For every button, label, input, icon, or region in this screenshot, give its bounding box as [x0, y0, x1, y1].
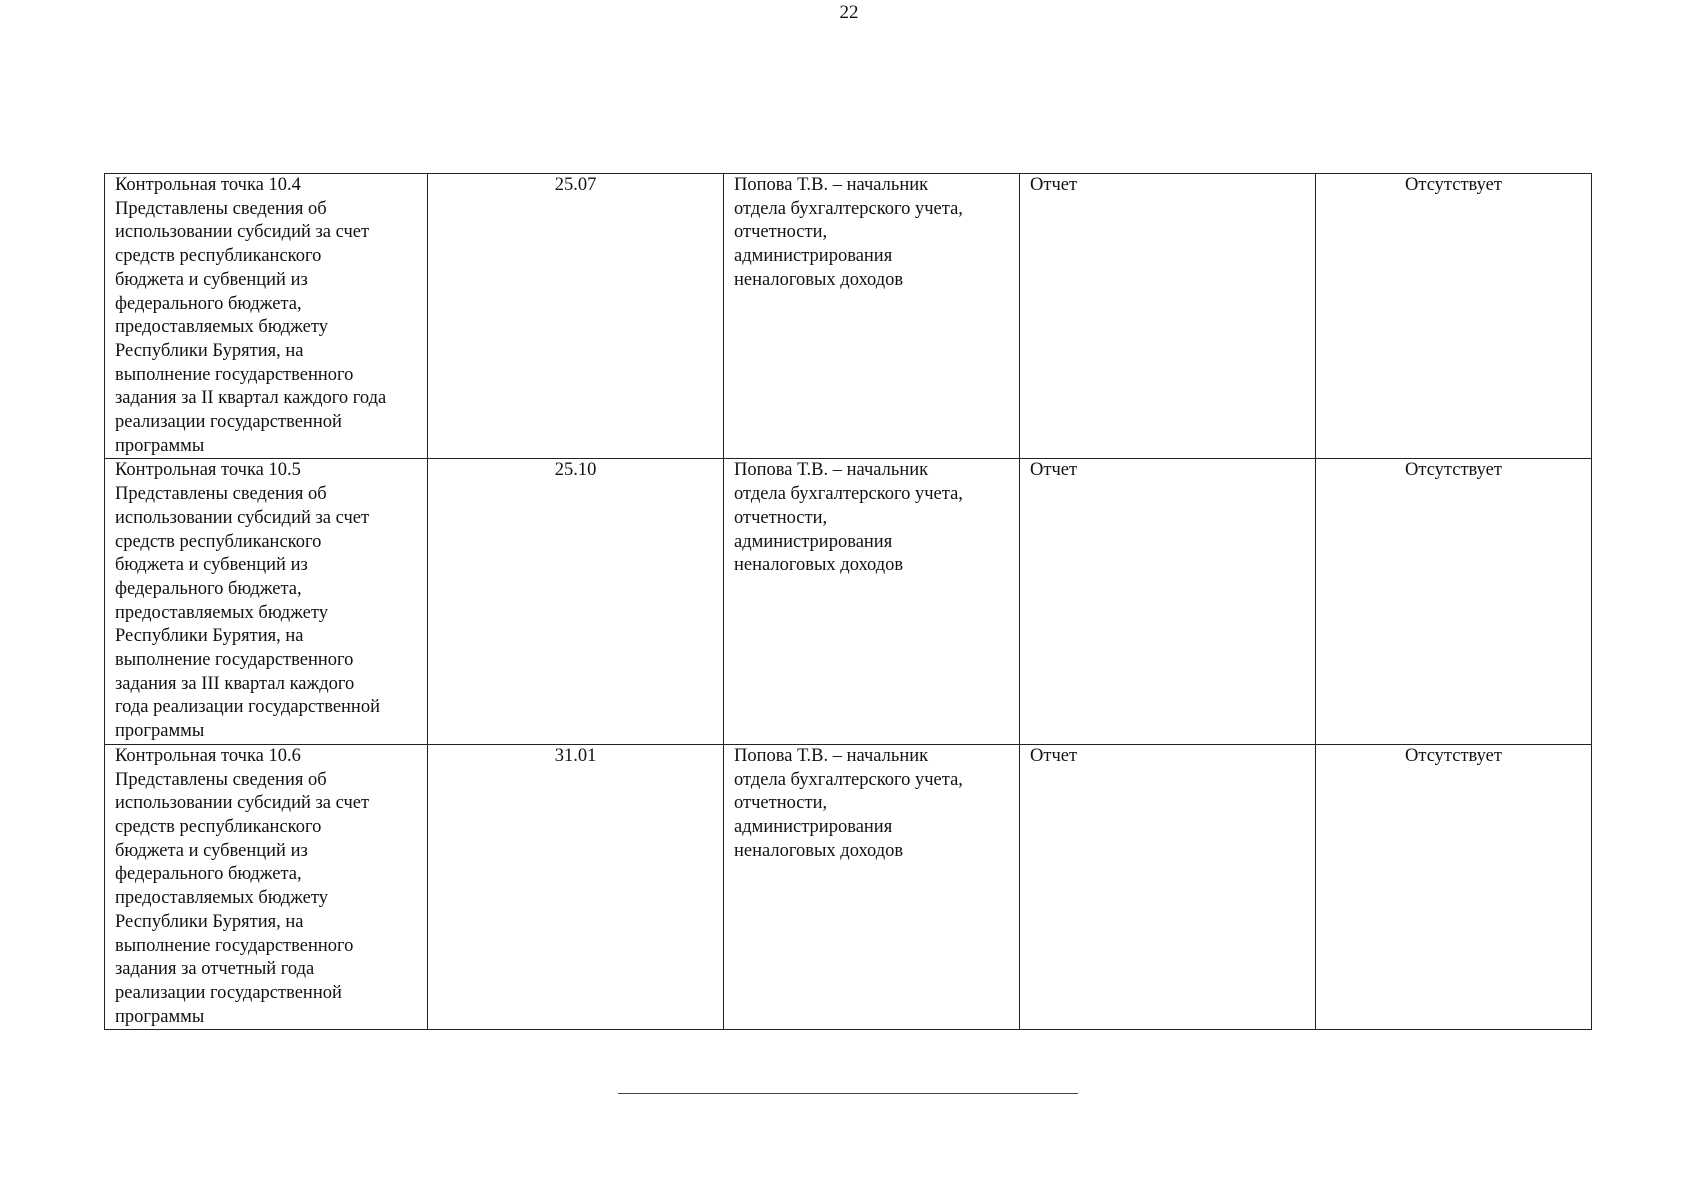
page-number: 22: [839, 2, 859, 23]
status-note: Отсутствует: [1316, 459, 1592, 744]
status-note: Отсутствует: [1316, 174, 1592, 459]
end-separator-line: [618, 1093, 1078, 1094]
responsible-person: Попова Т.В. – начальник отдела бухгалтерского учета, отчетности, администрирования неналоговых доходов: [724, 744, 1020, 1029]
table-row: [105, 744, 1592, 1029]
status-note: Отсутствует: [1316, 744, 1592, 1029]
table-row: [105, 459, 1592, 744]
control-point-description: Контрольная точка 10.4 Представлены сведения об использовании субсидий за счет средств республиканского бюджета и субвенций из федерального бюджета, предоставляемых бюджету Республики Бурятия, на выполнение государственного задания за II квартал каждого года реализации государственной программы: [105, 174, 428, 459]
control-points-table: [104, 173, 1592, 1030]
deadline-date: 31.01: [428, 744, 724, 1029]
result-document: Отчет: [1020, 459, 1316, 744]
result-document: Отчет: [1020, 744, 1316, 1029]
deadline-date: 25.07: [428, 174, 724, 459]
control-point-description: Контрольная точка 10.5 Представлены сведения об использовании субсидий за счет средств республиканского бюджета и субвенций из федерального бюджета, предоставляемых бюджету Республики Бурятия, на выполнение государственного задания за III квартал каждого года реализации государственной программы: [105, 459, 428, 744]
deadline-date: 25.10: [428, 459, 724, 744]
control-point-description: Контрольная точка 10.6 Представлены сведения об использовании субсидий за счет средств республиканского бюджета и субвенций из федерального бюджета, предоставляемых бюджету Республики Бурятия, на выполнение государственного задания за отчетный года реализации государственной программы: [105, 744, 428, 1029]
responsible-person: Попова Т.В. – начальник отдела бухгалтерского учета, отчетности, администрирования неналоговых доходов: [724, 174, 1020, 459]
responsible-person: Попова Т.В. – начальник отдела бухгалтерского учета, отчетности, администрирования неналоговых доходов: [724, 459, 1020, 744]
result-document: Отчет: [1020, 174, 1316, 459]
table-row: [105, 174, 1592, 459]
